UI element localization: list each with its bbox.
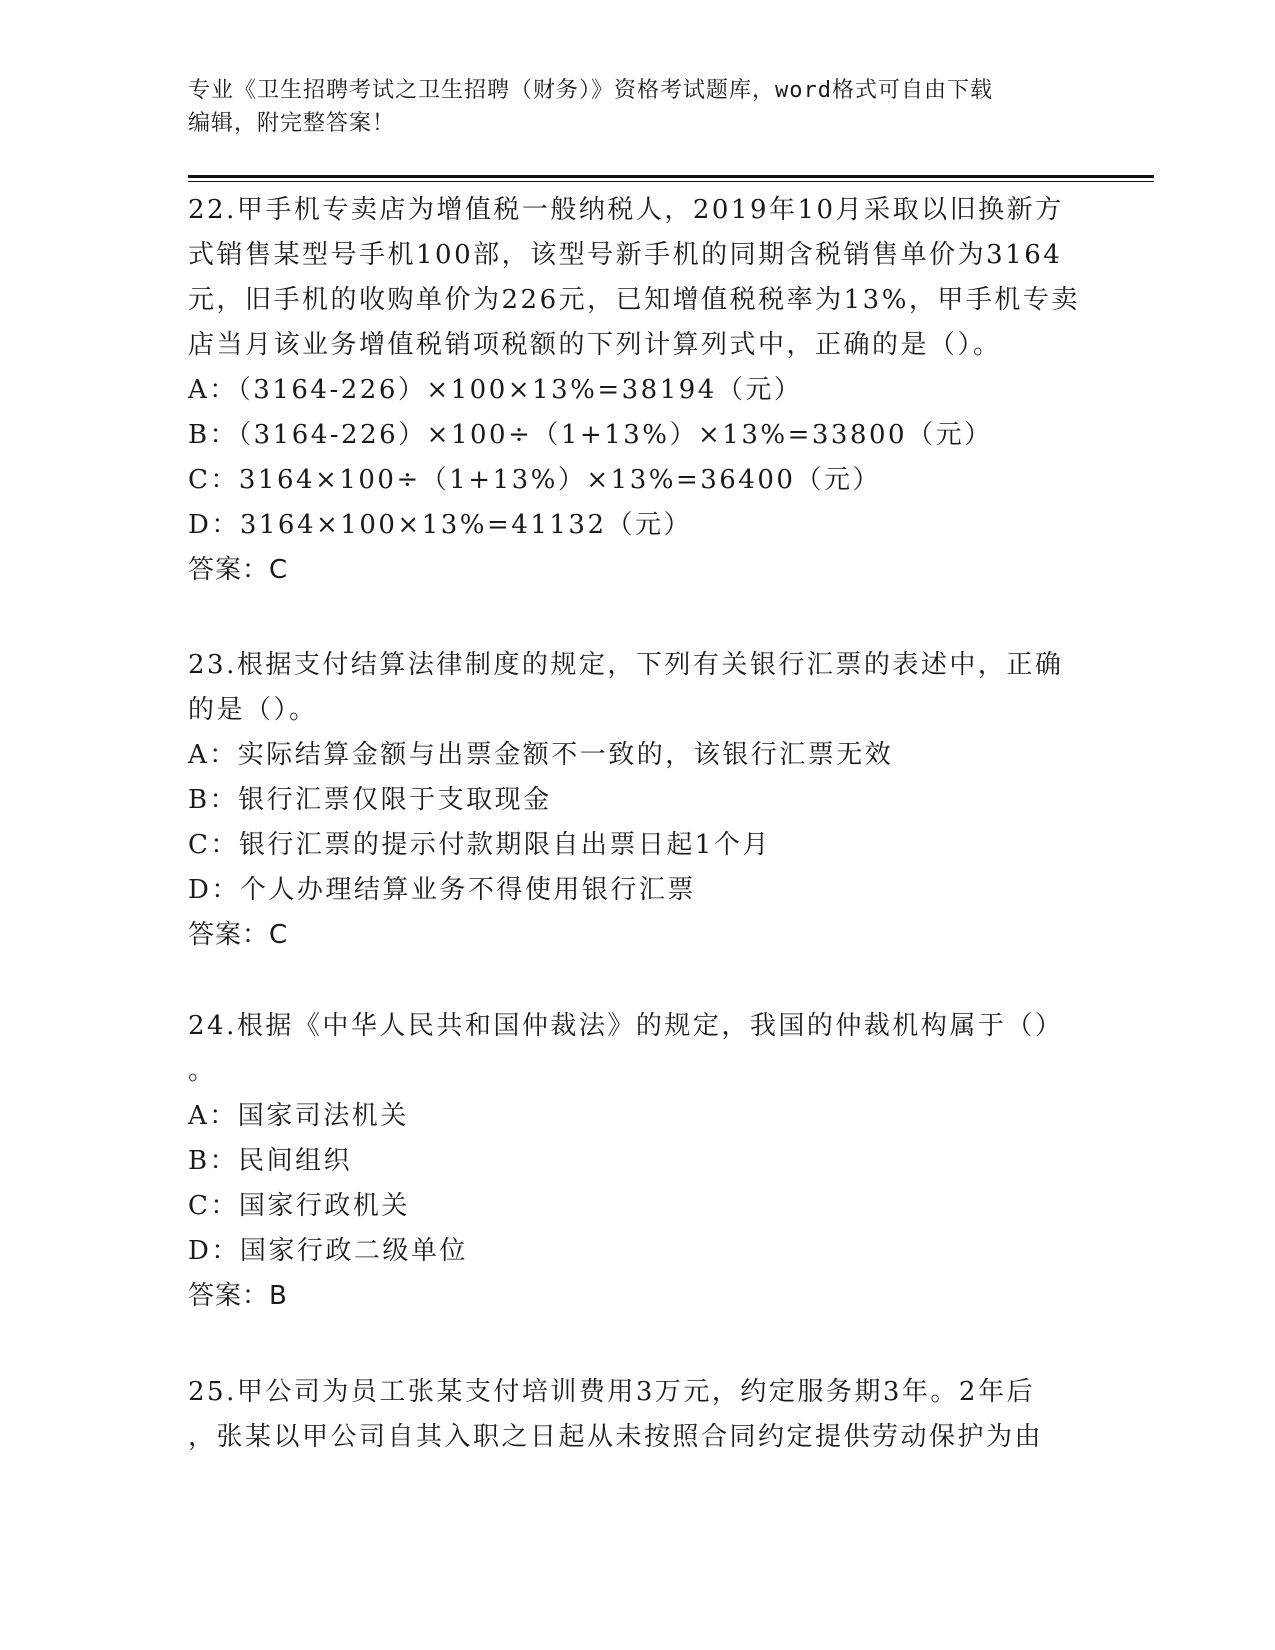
answer-label: 答案：C <box>188 555 289 585</box>
question-24 <box>188 1004 1088 1319</box>
question-stem-line: 25.甲公司为员工张某支付培训费用3万元，约定服务期3年。2年后 <box>188 1377 1035 1407</box>
question-stem-line: 23.根据支付结算法律制度的规定，下列有关银行汇票的表述中，正确 <box>188 650 1064 680</box>
question-stem-line: ，张某以甲公司自其入职之日起从未按照合同约定提供劳动保护为由 <box>188 1422 1044 1452</box>
document-header <box>188 74 1088 140</box>
header-divider-thick <box>188 175 1154 178</box>
option-d: D：国家行政二级单位 <box>188 1236 468 1266</box>
question-stem-line: 元，旧手机的收购单价为226元，已知增值税税率为13%，甲手机专卖 <box>188 285 1080 315</box>
question-stem-line: 。 <box>188 1056 217 1086</box>
option-b: B：民间组织 <box>188 1146 353 1176</box>
answer-label: 答案：B <box>188 1281 288 1311</box>
option-d: D：3164×100×13%=41132（元） <box>188 510 692 540</box>
answer-label: 答案：C <box>188 920 289 950</box>
option-c: C：3164×100÷（1+13%）×13%=36400（元） <box>188 465 881 495</box>
question-25 <box>188 1370 1088 1460</box>
header-line-1: 专业《卫生招聘考试之卫生招聘（财务）》资格考试题库，word格式可自由下载 <box>188 78 993 103</box>
option-b: B：（3164-226）×100÷（1+13%）×13%=33800（元） <box>188 420 993 450</box>
question-stem-line: 的是（）。 <box>188 695 318 725</box>
option-a: A：（3164-226）×100×13%=38194（元） <box>188 375 803 405</box>
question-stem-line: 式销售某型号手机100部，该型号新手机的同期含税销售单价为3164 <box>188 240 1063 270</box>
question-22 <box>188 188 1088 593</box>
option-a: A：国家司法机关 <box>188 1101 409 1131</box>
question-stem-line: 24.根据《中华人民共和国仲裁法》的规定，我国的仲裁机构属于（） <box>188 1011 1064 1041</box>
question-stem-line: 店当月该业务增值税销项税额的下列计算列式中，正确的是（）。 <box>188 330 1002 360</box>
question-23 <box>188 643 1088 958</box>
option-d: D：个人办理结算业务不得使用银行汇票 <box>188 875 696 905</box>
question-stem-line: 22.甲手机专卖店为增值税一般纳税人，2019年10月采取以旧换新方 <box>188 195 1064 225</box>
option-c: C：国家行政机关 <box>188 1191 410 1221</box>
option-c: C：银行汇票的提示付款期限自出票日起1个月 <box>188 830 771 860</box>
header-line-2: 编辑，附完整答案！ <box>188 111 396 136</box>
option-a: A：实际结算金额与出票金额不一致的，该银行汇票无效 <box>188 740 894 770</box>
option-b: B：银行汇票仅限于支取现金 <box>188 785 552 815</box>
header-divider-thin <box>188 181 1154 182</box>
